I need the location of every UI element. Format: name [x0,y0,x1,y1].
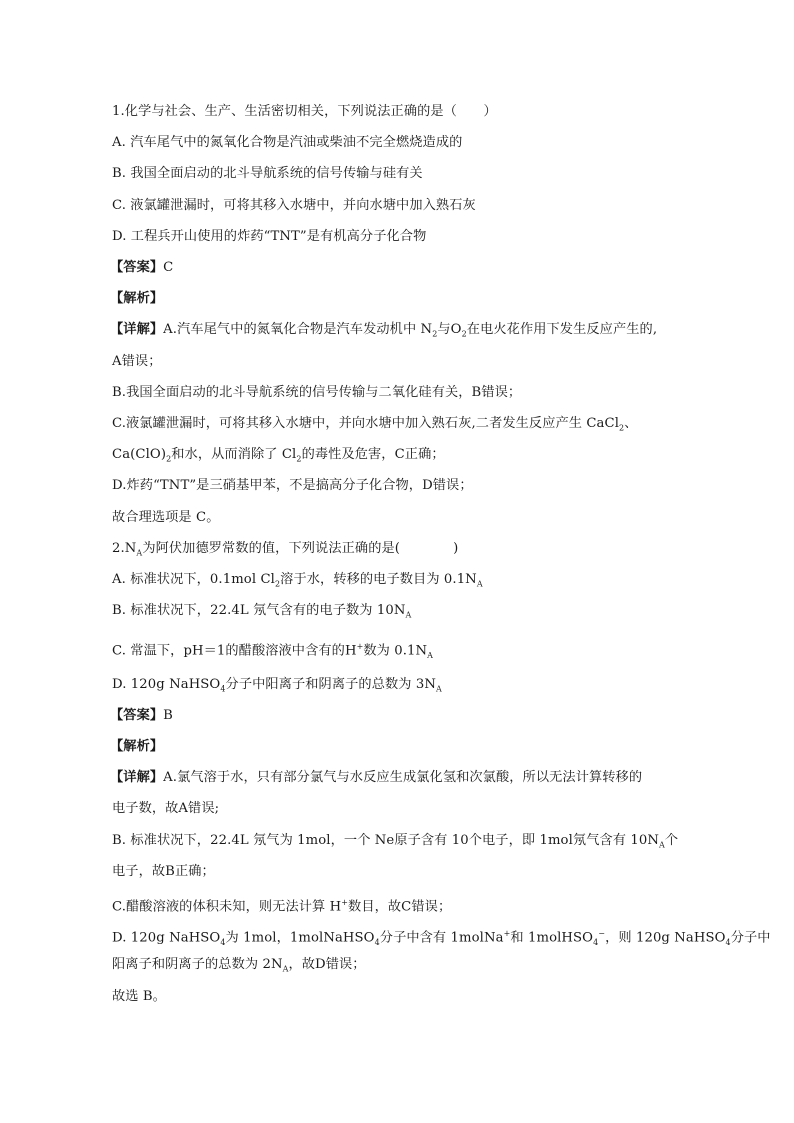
q2-detail-line-6: D. 120g NaHSO$_4$为 1mol，1molNaHSO$_4$分子中含有 1molNa+和 1molHSO$_4$−，则 120g NaHSO$_4$分子中 [112,929,771,948]
q2-conclusion: 故选 B。 [112,989,166,1004]
q1-detail-line-5: $Ca(ClO)_2$和水，从而消除了 $Cl_2$的毒性及危害，C正确； [112,447,445,464]
q1-option-d: D. 工程兵开山使用的炸药“TNT”是有机高分子化合物 [112,229,427,244]
q2-detail-line-5: C.醋酸溶液的体积未知，则无法计算 H+数目，故C错误； [112,898,452,915]
q2-detail-line-7: 阳离子和阴离子的总数为 $2N_A$，故D错误； [112,957,366,974]
q1-detail-line-6: D.炸药“TNT”是三硝基甲苯，不是搞高分子化合物，D错误； [112,478,473,493]
q1-analysis-label: 【解析】 [110,291,164,306]
q1-option-a: A. 汽车尾气中的氮氧化合物是汽油或柴油不完全燃烧造成的 [112,135,463,150]
q2-detail-line-1: 【详解】A.氯气溶于水，只有部分氯气与水反应生成氯化氢和次氯酸，所以无法计算转移的 [110,770,643,785]
q1-detail-line-1: 【详解】A.汽车尾气中的氮氧化合物是汽车发动机中 $N_2$与$O_2$在电火花作用下发生反应产生的, [110,322,658,339]
q1-option-c: C. 液氯罐泄漏时，可将其移入水塘中，并向水塘中加入熟石灰 [112,198,476,213]
q1-detail-line-4: C.液氯罐泄漏时，可将其移入水塘中，并向水塘中加入熟石灰,二者发生反应产生 CaCl$_2$、 [112,416,638,433]
q2-option-a: A. 标准状况下，0.1mol $Cl_2$溶于水，转移的电子数目为 $0.1N_A$ [112,572,483,589]
q2-option-d: D. 120g NaHSO$_4$分子中阳离子和阴离子的总数为 $3N_A$ [112,677,442,694]
q1-conclusion: 故合理选项是 C。 [112,510,220,525]
q1-answer: 【答案】C [110,260,174,275]
q2-option-c: C. 常温下，pH＝1的醋酸溶液中含有的H+数为 $0.1N_A$ [112,642,434,661]
q1-option-b: B. 我国全面启动的北斗导航系统的信号传输与硅有关 [112,166,423,181]
q1-stem: 1.化学与社会、生产、生活密切相关，下列说法正确的是（ ） [112,104,497,119]
q2-answer: 【答案】B [110,708,173,723]
q1-detail-line-3: B.我国全面启动的北斗导航系统的信号传输与二氧化硅有关，B错误； [112,385,522,400]
q2-stem: $2.N_A$为阿伏加德罗常数的值，下列说法正确的是( ) [112,541,459,558]
q2-detail-line-2: 电子数，故A错误; [112,801,220,816]
q2-detail-line-4: 电子，故B正确； [112,864,215,879]
q1-detail-line-2: A错误； [112,354,162,369]
q2-detail-line-3: B. 标准状况下，22.4L 氖气为 1mol，一个 Ne原子含有 10个电子，即 1mol氖气含有 $10N_A$个 [112,833,679,850]
q2-option-b: B. 标准状况下，22.4L 氖气含有的电子数为 $10N_A$ [112,603,412,620]
q2-analysis-label: 【解析】 [110,739,164,754]
